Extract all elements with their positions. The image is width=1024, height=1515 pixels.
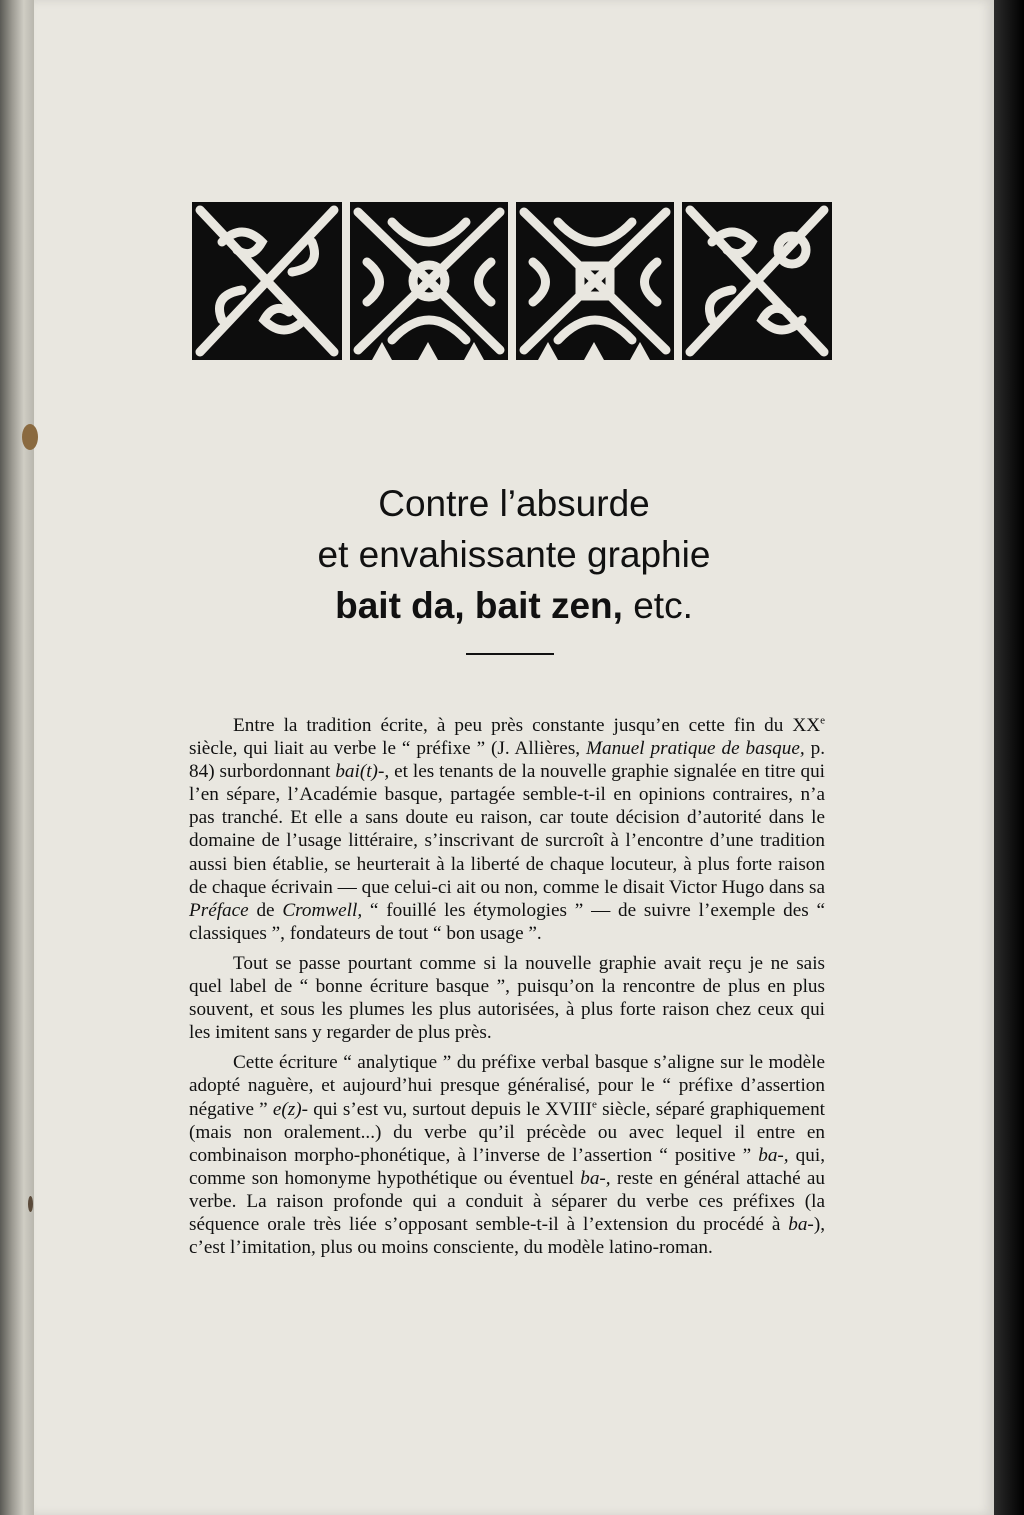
title-line-3: [184, 580, 844, 631]
text-run: “ fouillé les étymologies ” — de suivre l’exemple des “ classiques ”, fondateurs de tout “ bon usage ”.: [189, 899, 825, 944]
text-run: siècle, qui liait au verbe le “ préfixe ” (J. Allières,: [189, 738, 587, 760]
previous-page-edge: [0, 0, 34, 1515]
italic-text: ba-,: [758, 1144, 789, 1166]
article-body: [189, 714, 825, 1266]
italic-text: Manuel pratique de basque,: [586, 738, 805, 760]
text-run: p. 84) surbordonnant: [189, 738, 825, 783]
body-paragraph: [189, 952, 825, 1044]
text-run: Entre la tradition écrite, à peu près constante jusqu’en cette fin du XX: [233, 715, 821, 736]
title-line-1: Contre l’absurde: [378, 483, 650, 524]
italic-text: ba-: [788, 1213, 814, 1235]
text-run: Tout se passe pourtant comme si la nouvelle graphie avait reçu je ne sais quel label de “ bonne écriture basque ”, puisqu’on la rencontre de plus en plus souvent, et sous les plumes les plus autorisées, à plus forte raison chez ceux qui les imitent sans y regarder de plus près.: [189, 952, 825, 1044]
stain-mark: [22, 424, 38, 450]
italic-text: Préface: [189, 899, 249, 921]
italic-text: e(z)-: [272, 1098, 309, 1120]
decorative-frieze: [192, 202, 832, 360]
title-divider: [466, 653, 554, 655]
text-run: qui s’est vu, surtout depuis le XVIII: [308, 1098, 593, 1120]
title-bold-phrase: bait da, bait zen,: [335, 585, 623, 626]
title-tail: etc.: [622, 585, 693, 626]
body-paragraph: [189, 1051, 825, 1259]
text-run: ), c’est l’imitation, plus ou moins consciente, du modèle latino-roman.: [189, 1213, 825, 1259]
scan-background-edge: [994, 0, 1024, 1515]
superscript: e: [592, 1098, 597, 1111]
italic-text: ba-,: [580, 1167, 611, 1189]
text-run: et les tenants de la nouvelle graphie signalée en titre qui l’en sépare, l’Académie basque, partagée semble-t-il en opinions contraires, n’a pas tranché. Et elle a sans doute eu raison, car toute décision d’autorité dans le domaine de l’usage littéraire, s’inscrivant de surcroît à l’encontre d’une tradition aussi bien établie, se heurterait à la liberté de chaque locuteur, à plus forte raison de chaque écrivain — que celui-ci ait ou non, comme le disait Victor Hugo dans sa: [189, 761, 825, 898]
text-run: qui, comme son homonyme hypothétique ou éventuel: [189, 1144, 825, 1189]
superscript: e: [820, 714, 825, 727]
body-paragraph: [189, 714, 825, 945]
title-line-2: et envahissante graphie: [317, 534, 711, 575]
italic-text: bai(t)-,: [335, 761, 390, 783]
article-title: [184, 478, 844, 631]
text-run: siècle, séparé graphiquement (mais non oralement...) du verbe qu’il précède ou avec lequel il entre en combinaison morpho-phonétique, à l’inverse de l’assertion “ positive ”: [189, 1098, 825, 1166]
text-run: Cette écriture “ analytique ” du préfixe verbal basque s’aligne sur le modèle adopté naguère, et aujourd’hui presque généralisé, pour le “ préfixe d’assertion négative ”: [189, 1052, 825, 1120]
italic-text: Cromwell,: [282, 899, 363, 921]
binding-hole-mark: [28, 1196, 33, 1212]
text-run: de: [248, 899, 283, 921]
text-run: reste en général attaché au verbe. La raison profonde qui a conduit à séparer du verbe ces préfixes (la séquence orale très liée s’opposant semble-t-il à l’extension du procédé à: [189, 1167, 825, 1235]
document-page: [34, 0, 994, 1515]
